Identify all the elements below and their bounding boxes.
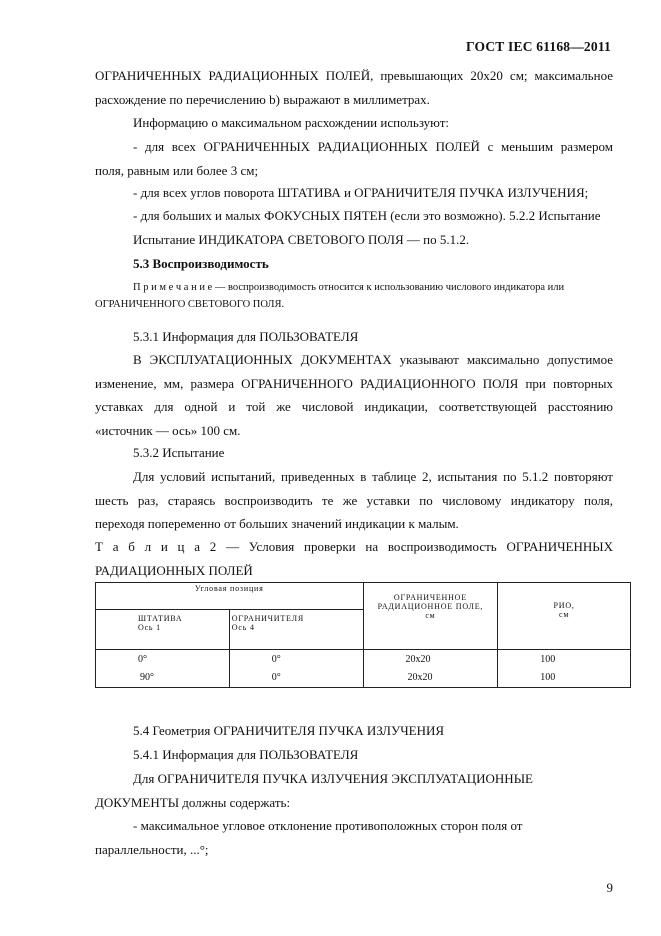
header-angle: Угловая позиция — [96, 583, 364, 610]
subsection-heading: 5.4.1 Информация для ПОЛЬЗОВАТЕЛЯ — [133, 747, 359, 762]
paragraph-collimator-docs — [95, 767, 613, 814]
note-text: — воспроизводимость относится к использованию числового индикатора или — [212, 282, 565, 293]
text-line: ОГРАНИЧЕННЫХ РАДИАЦИОННЫХ ПОЛЕЙ, превышающих 20x20 см; максимальное — [95, 68, 613, 83]
text-line: - максимальное угловое отклонение противоположных сторон поля от — [133, 818, 523, 833]
paragraph-docs — [95, 348, 613, 442]
text-line: РАДИАЦИОННЫХ ПОЛЕЙ — [95, 562, 253, 578]
text-line — [95, 279, 613, 296]
table-row: 90° 0° 20x20 100 — [96, 670, 631, 688]
list-item — [95, 135, 613, 182]
section-heading: 5.3 Воспроизводимость — [133, 256, 269, 271]
text-line: В ЭКСПЛУАТАЦИОННЫХ ДОКУМЕНТАХ указывают максимально допустимое — [133, 352, 613, 367]
document-header: ГОСТ IEC 61168—2011 — [466, 39, 611, 54]
text-line: шесть раз, стараясь воспроизводить те же уставки по числовому индикатору поля, — [95, 492, 613, 508]
text-line: Для ОГРАНИЧИТЕЛЯ ПУЧКА ИЗЛУЧЕНИЯ ЭКСПЛУАТАЦИОННЫЕ — [133, 771, 533, 786]
note — [95, 279, 613, 313]
paragraph-continuation — [95, 64, 613, 111]
list-item: - для всех углов поворота ШТАТИВА и ОГРАНИЧИТЕЛЯ ПУЧКА ИЗЛУЧЕНИЯ; — [133, 185, 589, 200]
header-gantry: ШТАТИВА Ось 1 — [96, 610, 230, 650]
text-line: переходя попеременно от больших значений индикации к малым. — [95, 516, 459, 531]
text-line: ДОКУМЕНТЫ должны содержать: — [95, 794, 291, 810]
list-item — [95, 814, 613, 861]
conditions-table — [95, 582, 631, 688]
page-number: 9 — [606, 880, 613, 895]
paragraph-info: Информацию о максимальном расхождении используют: — [133, 115, 450, 130]
text-line: Для условий испытаний, приведенных в таблице 2, испытания по 5.1.2 повторяют — [133, 469, 613, 484]
header-collimator: ОГРАНИЧИТЕЛЯ Ось 4 — [229, 610, 363, 650]
paragraph-test: Испытание ИНДИКАТОРА СВЕТОВОГО ПОЛЯ — по 5.1.2. — [133, 232, 470, 247]
paragraph-test-conditions — [95, 465, 613, 536]
text-line: ОГРАНИЧЕННОГО СВЕТОВОГО ПОЛЯ. — [95, 299, 285, 310]
section-heading: 5.4 Геометрия ОГРАНИЧИТЕЛЯ ПУЧКА ИЗЛУЧЕНИЯ — [133, 723, 445, 738]
header-field: ОГРАНИЧЕННОЕ РАДИАЦИОННОЕ ПОЛЕ, см — [363, 583, 498, 650]
text-line: уставках для одной и той же числовой индикации, соответствующей расстоянию — [95, 399, 613, 414]
text-line: Т а б л и ц а 2 — Условия проверки на воспроизводимость ОГРАНИЧЕННЫХ — [95, 539, 613, 554]
text-line: изменение, мм, размера ОГРАНИЧЕННОГО РАДИАЦИОННОГО ПОЛЯ при повторных — [95, 375, 613, 391]
text-line: расхождение по перечислению b) выражают в миллиметрах. — [95, 91, 430, 107]
table-row: 0° 0° 20x20 100 — [96, 650, 631, 670]
list-item: - для больших и малых ФОКУСНЫХ ПЯТЕН (если это возможно). 5.2.2 Испытание — [133, 208, 601, 223]
table-caption — [95, 535, 613, 582]
header-rio: РИО, см — [498, 583, 631, 650]
text-line: - для всех ОГРАНИЧЕННЫХ РАДИАЦИОННЫХ ПОЛЕЙ с меньшим размером — [133, 139, 613, 154]
subsection-heading: 5.3.2 Испытание — [133, 445, 225, 460]
note-label: П р и м е ч а н и е — [133, 282, 213, 293]
text-line: параллельности, ...°; — [95, 841, 209, 857]
text-line: поля, равным или более 3 см; — [95, 162, 259, 178]
subsection-heading: 5.3.1 Информация для ПОЛЬЗОВАТЕЛЯ — [133, 329, 359, 344]
text-line: «источник — ось» 100 см. — [95, 422, 241, 438]
